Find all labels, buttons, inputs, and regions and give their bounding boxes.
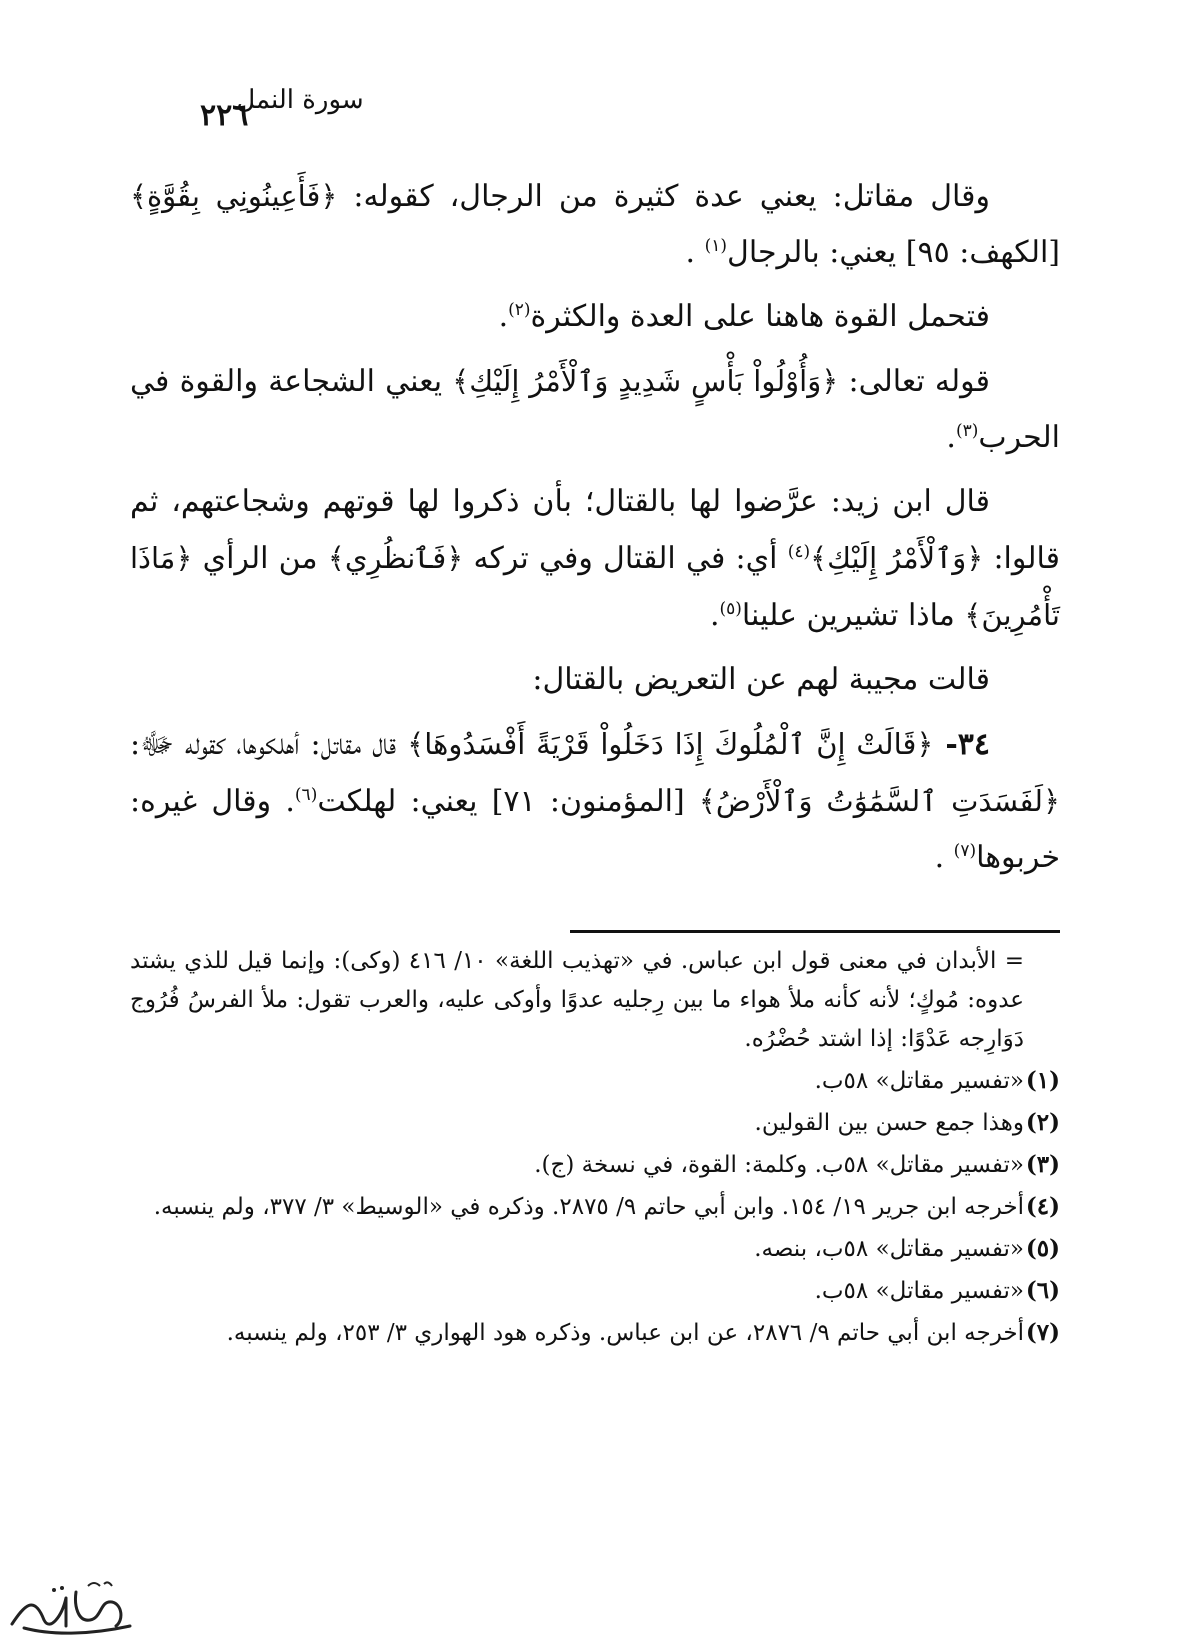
quran-verse: ﴿قَالَتْ إِنَّ ٱلْمُلُوكَ إِذَا دَخَلُواْ قَرْيَةً أَفْسَدُوهَا﴾ — [407, 727, 934, 761]
footnote-number: (٤) — [1025, 1193, 1060, 1220]
paragraph-1 — [130, 168, 1060, 281]
quran-verse: ﴿مَاذَا تَأْمُرِينَ﴾ — [130, 541, 1060, 632]
footnote-ref-4: (٤) — [787, 542, 811, 562]
footnote-text: أخرجه ابن جرير ١٩/ ١٥٤. وابن أبي حاتم ٩/ ٢٨٧٥. وذكره في «الوسيط» ٣/ ٣٧٧، ولم ينسبه. — [153, 1194, 1024, 1220]
footnote-text: «تفسير مقاتل» ٥٨ب. — [814, 1068, 1024, 1094]
footnote-5 — [110, 1229, 1060, 1269]
p4-text: قال ابن زيد: عرَّضوا لها بالقتال؛ بأن ذكروا لها قوتهم وشجاعتهم، ثم قالوا: — [130, 484, 1061, 576]
p4-mid2: من الرأي — [192, 541, 328, 576]
footnote-number: (٦) — [1025, 1277, 1060, 1304]
footnote-number: (٣) — [1025, 1151, 1060, 1178]
footnote-ref-7: (٧) — [953, 841, 977, 861]
quran-verse: ﴿وَأُوْلُواْ بَأْسٍ شَدِيدٍ وَٱلْأَمْرُ إِلَيْكِ﴾ — [452, 364, 839, 398]
footnote-ref-3: (٣) — [955, 421, 979, 441]
p1-end: . — [685, 235, 705, 270]
paragraph-3 — [130, 353, 1060, 466]
p4-mid: أي: في القتال وفي تركه — [463, 541, 788, 576]
paragraph-6 — [130, 716, 1060, 886]
quran-verse: ﴿فَأَعِينُونِي بِقُوَّةٍ﴾ — [130, 179, 338, 213]
footnote-text: وهذا جمع حسن بين القولين. — [754, 1110, 1024, 1136]
footnote-ref-1: (١) — [704, 236, 728, 256]
footnote-text: «تفسير مقاتل» ٥٨ب. وكلمة: القوة، في نسخة (ج). — [534, 1152, 1024, 1178]
p6-text2: [المؤمنون: ٧١] يعني: لهلكت — [317, 784, 699, 819]
quran-verse: ﴿لَفَسَدَتِ ٱلسَّمَٰوَٰتُ وَٱلْأَرْضُ﴾ — [698, 784, 1060, 818]
running-title: سورة النمل — [236, 85, 364, 115]
quran-verse: ﴿وَٱلْأَمْرُ إِلَيْكِ﴾ — [810, 541, 984, 575]
footnote-number: (١) — [1025, 1067, 1060, 1094]
footnote-text: أخرجه ابن أبي حاتم ٩/ ٢٨٧٦، عن ابن عباس. وذكره هود الهواري ٣/ ٢٥٣، ولم ينسبه. — [226, 1320, 1024, 1346]
footnote-6 — [110, 1271, 1060, 1311]
footnote-3 — [110, 1145, 1060, 1185]
footnote-number: (٢) — [1025, 1109, 1060, 1136]
publisher-seal-logo — [4, 1576, 136, 1638]
main-text — [130, 168, 1060, 894]
footnote-text: «تفسير مقاتل» ٥٨ب، بنصه. — [754, 1236, 1024, 1262]
p4-rest: ماذا تشيرين علينا — [741, 598, 965, 633]
footnotes — [110, 942, 1060, 1355]
page-number: ٢٢٦ — [200, 98, 249, 133]
footnote-ref-2: (٢) — [508, 300, 531, 320]
footnote-1 — [110, 1061, 1060, 1101]
p5-text: قالت مجيبة لهم عن التعريض بالقتال: — [532, 662, 990, 697]
quran-verse: ﴿فَٱنظُرِي﴾ — [327, 541, 464, 575]
footnote-divider — [570, 930, 1060, 933]
p2-end: . — [498, 299, 509, 334]
footnote-number: (٧) — [1025, 1319, 1060, 1346]
footnote-7 — [110, 1313, 1060, 1353]
footnote-4 — [110, 1187, 1060, 1227]
paragraph-2 — [130, 289, 1060, 345]
footnote-2 — [110, 1103, 1060, 1143]
footnote-continuation: = الأبدان في معنى قول ابن عباس. في «تهذيب اللغة» ١٠/ ٤١٦ (وكى): وإنما قيل للذي يشتد عدوه: مُوكٍ؛ لأنه كأنه ملأ هواء ما بين رِجليه عدوًا وأوكى عليه، والعرب تقول: ملأ الفرسُ فُرُوج دَوَارِجه عَدْوًا: إذا اشتد حُضْرُه. — [130, 948, 1025, 1052]
p6-end: . — [934, 840, 954, 875]
p1-text: وقال مقاتل: يعني عدة كثيرة من الرجال، كقوله: — [337, 179, 990, 214]
p3-text: قوله تعالى: — [838, 364, 990, 399]
paragraph-5 — [130, 652, 1060, 708]
verse-number: ٣٤- — [933, 727, 990, 762]
p6-text1: قال مقاتل: أهلكوها، كقوله ﷻ: — [130, 727, 408, 762]
footnote-ref-6: (٦) — [294, 785, 318, 805]
p3-rest: يعني الشجاعة والقوة في الحرب — [130, 364, 1060, 455]
footnote-number: (٥) — [1025, 1235, 1060, 1262]
p6-text3: . وقال غيره: خربوها — [130, 784, 1060, 875]
footnote-text: «تفسير مقاتل» ٥٨ب. — [814, 1278, 1024, 1304]
p4-end: . — [709, 598, 720, 633]
footnote-ref-5: (٥) — [719, 599, 742, 619]
p3-end: . — [946, 420, 956, 455]
p1-reference: [الكهف: ٩٥] يعني: بالرجال — [727, 235, 1060, 270]
p2-text: فتحمل القوة هاهنا على العدة والكثرة — [530, 299, 990, 334]
paragraph-4 — [130, 474, 1060, 644]
